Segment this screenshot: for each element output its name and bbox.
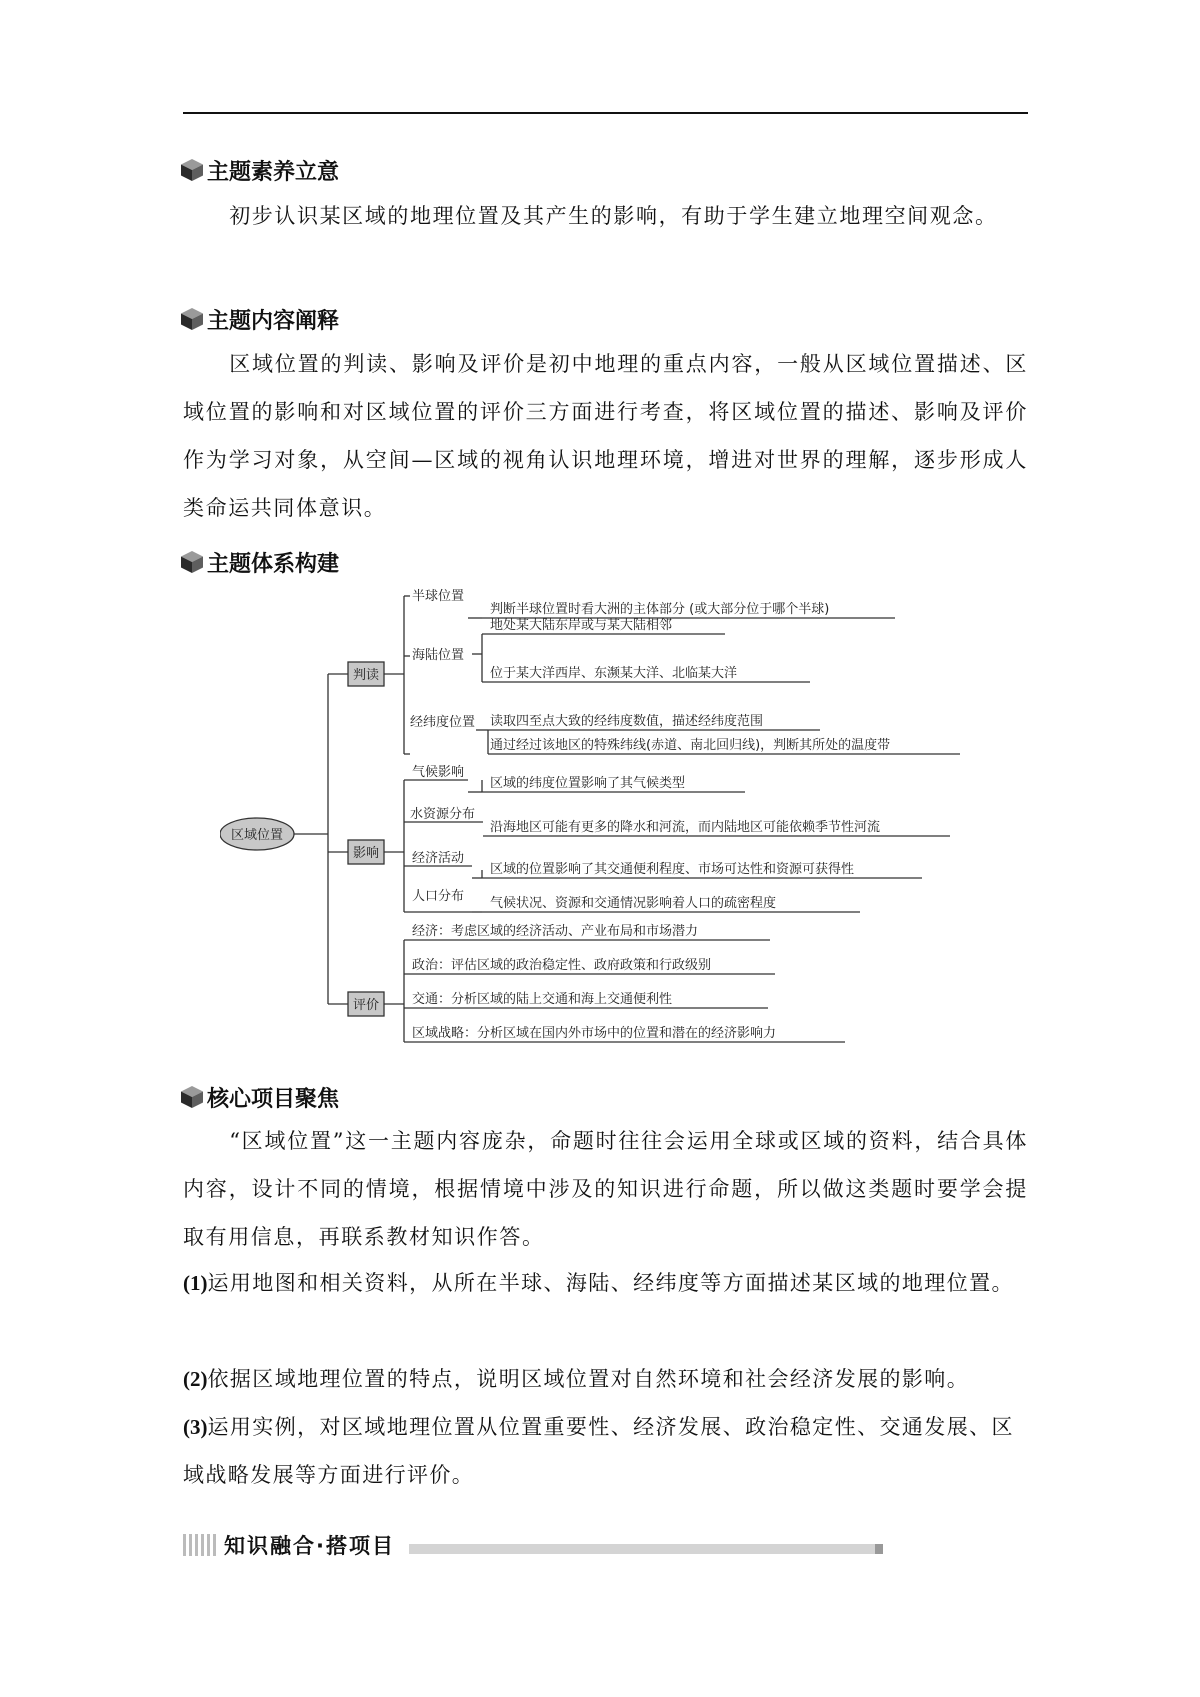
cube-icon	[180, 1085, 204, 1109]
mindmap-root: 区域位置	[230, 828, 284, 843]
focus-item-text: 运用实例，对区域地理位置从位置重要性、经济发展、政治稳定性、交通发展、区域战略发展等方面进行评价。	[183, 1415, 1014, 1487]
section-heading-4	[180, 1080, 339, 1114]
mindmap-diagram	[220, 582, 980, 1062]
focus-item-number: (1)	[183, 1271, 208, 1295]
section-title: 主题体系构建	[207, 551, 340, 577]
mindmap-note: 位于某大洋西岸、东濒某大洋、北临某大洋	[490, 666, 738, 681]
mindmap-note: 沿海地区可能有更多的降水和河流，而内陆地区可能依赖季节性河流	[490, 820, 881, 835]
section-heading-1	[180, 153, 339, 187]
cube-icon	[180, 158, 204, 182]
section-paragraph: 区域位置的判读、影响及评价是初中地理的重点内容，一般从区域位置描述、区域位置的影响和对区域位置的评价三方面进行考查，将区域位置的描述、影响及评价作为学习对象，从空间—区域的视角认识地理环境，增进对世界的理解，逐步形成人类命运共同体意识。	[183, 352, 1028, 520]
cube-icon	[180, 550, 204, 574]
mindmap-branch-label: 影响	[352, 846, 380, 861]
footer-title: 知识融合·搭项目	[224, 1534, 395, 1558]
mindmap-eval-item: 交通：分析区域的陆上交通和海上交通便利性	[412, 992, 673, 1007]
cube-icon	[180, 307, 204, 331]
focus-item	[183, 1259, 1033, 1307]
mindmap-branch-label: 评价	[352, 998, 380, 1013]
section-title: 主题内容阐释	[207, 308, 340, 334]
mindmap-note: 区域的位置影响了其交通便利程度、市场可达性和资源可获得性	[490, 862, 855, 877]
top-rule	[183, 112, 1028, 114]
mindmap-child-label: 半球位置	[412, 589, 465, 604]
focus-item-number: (2)	[183, 1367, 208, 1391]
mindmap-child-label: 海陆位置	[412, 648, 465, 663]
mindmap-child-label: 气候影响	[412, 765, 465, 780]
mindmap-eval-item: 区域战略：分析区域在国内外市场中的位置和潜在的经济影响力	[412, 1026, 777, 1041]
footer-bar	[409, 1544, 883, 1554]
section-title: 主题素养立意	[207, 159, 340, 185]
section-paragraph: 初步认识某区域的地理位置及其产生的影响，有助于学生建立地理空间观念。	[229, 204, 998, 228]
focus-item	[183, 1355, 1033, 1403]
stripes-decoration	[183, 1534, 216, 1556]
mindmap-note: 气候状况、资源和交通情况影响着人口的疏密程度	[490, 896, 777, 911]
focus-item-text: 依据区域地理位置的特点，说明区域位置对自然环境和社会经济发展的影响。	[207, 1367, 970, 1391]
mindmap-eval-item: 经济：考虑区域的经济活动、产业布局和市场潜力	[412, 924, 699, 939]
section-paragraph: “区域位置”这一主题内容庞杂，命题时往往会运用全球或区域的资料，结合具体内容，设计不同的情境，根据情境中涉及的知识进行命题，所以做这类题时要学会提取有用信息，再联系教材知识作答。	[183, 1129, 1028, 1249]
focus-item-text: 运用地图和相关资料，从所在半球、海陆、经纬度等方面描述某区域的地理位置。	[207, 1271, 1014, 1295]
mindmap-note: 区域的纬度位置影响了其气候类型	[490, 776, 686, 791]
mindmap-child-label: 人口分布	[412, 889, 465, 904]
focus-item	[183, 1403, 1033, 1499]
mindmap-child-label: 经济活动	[412, 851, 465, 866]
mindmap-note: 判断半球位置时看大洲的主体部分 (或大部分位于哪个半球)	[490, 602, 830, 617]
mindmap-branch-label: 判读	[352, 668, 380, 683]
mindmap-note: 通过经过该地区的特殊纬线(赤道、南北回归线)，判断其所处的温度带	[490, 738, 891, 753]
mindmap-child-label: 水资源分布	[410, 807, 476, 822]
mindmap-eval-item: 政治：评估区域的政治稳定性、政府政策和行政级别	[412, 958, 712, 973]
section-heading-2	[180, 302, 339, 336]
mindmap-note: 地处某大陆东岸或与某大陆相邻	[490, 618, 673, 633]
mindmap-note: 读取四至点大致的经纬度数值，描述经纬度范围	[490, 714, 764, 729]
section-title: 核心项目聚焦	[207, 1086, 340, 1112]
focus-item-number: (3)	[183, 1415, 208, 1439]
mindmap-child-label: 经纬度位置	[410, 715, 476, 730]
footer-band	[183, 1525, 883, 1565]
section-heading-3	[180, 545, 339, 579]
